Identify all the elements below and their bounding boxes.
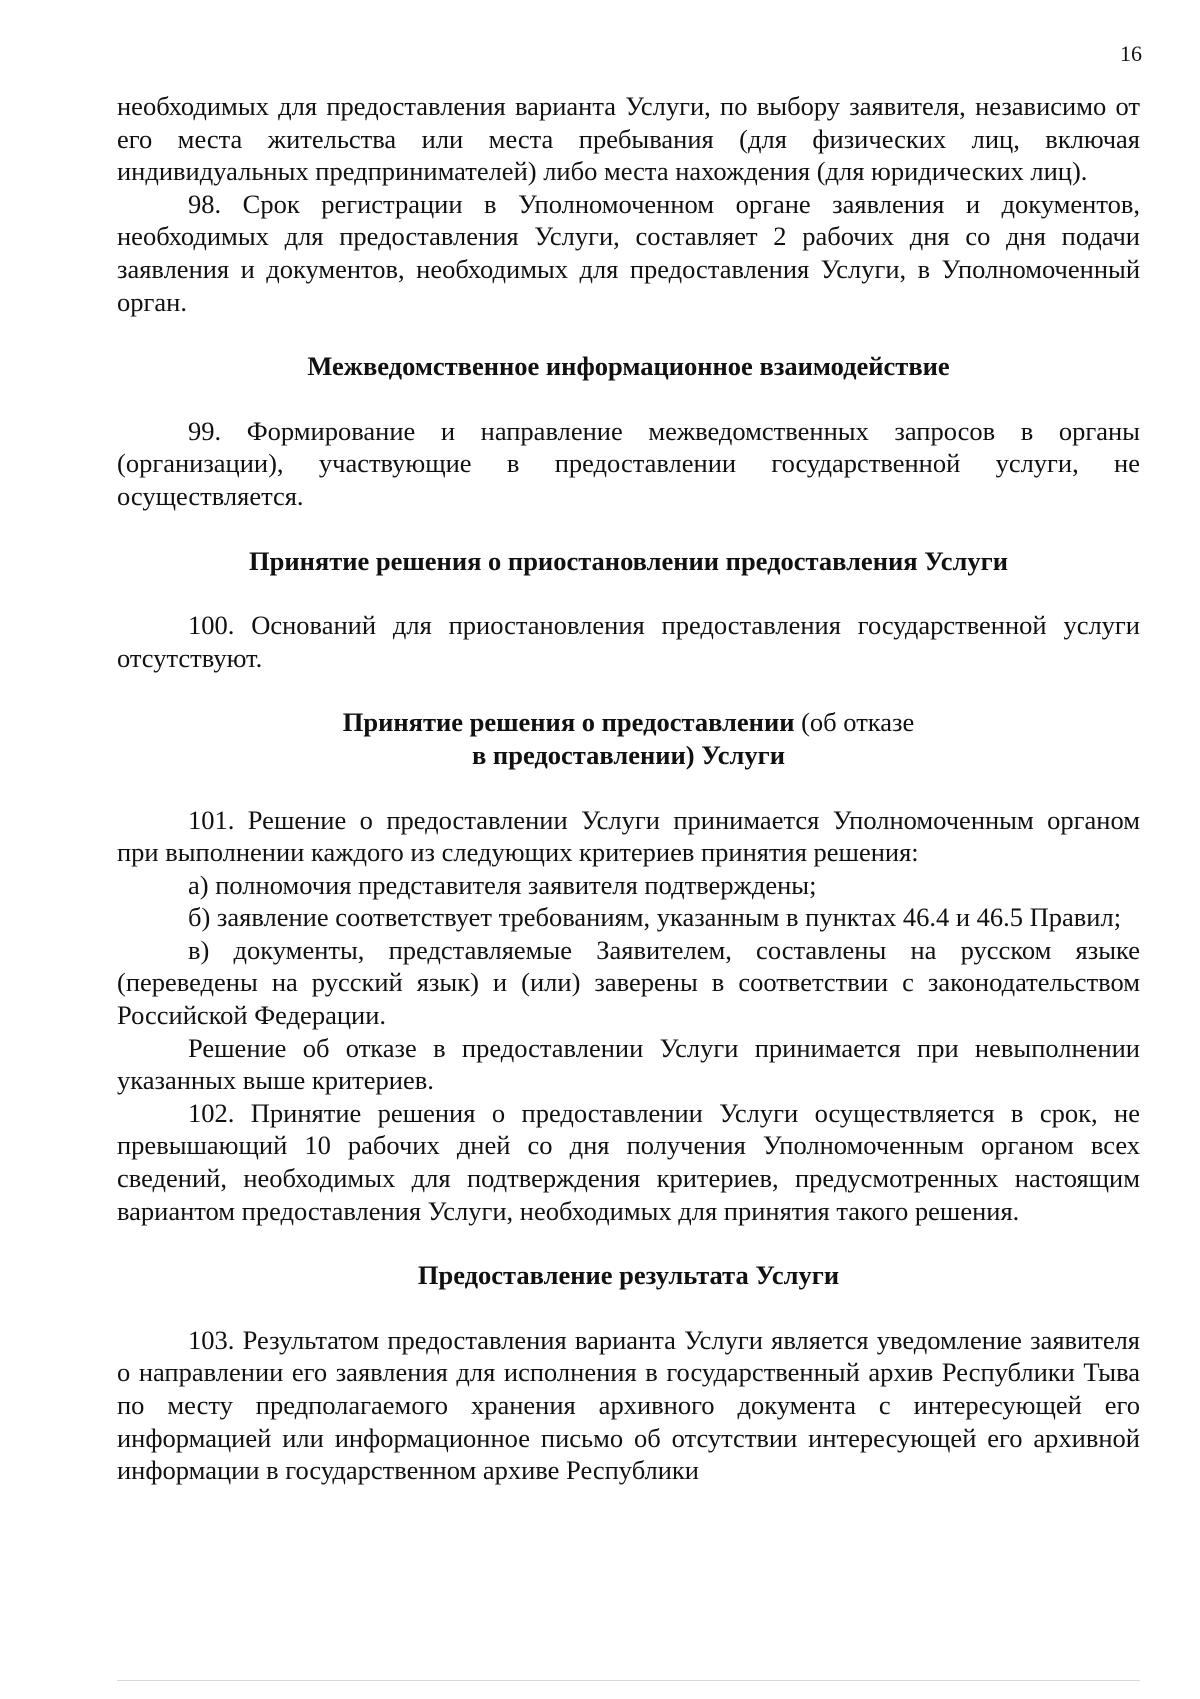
paragraph-100: 100. Оснований для приостановления предоставления государственной услуги отсутствуют.	[117, 610, 1140, 673]
paragraph-refusal: Решение об отказе в предоставлении Услуги принимается при невыполнении указанных выше критериев.	[117, 1032, 1140, 1096]
paragraph-101-b: б) заявление соответствует требованиям, указанным в пунктах 46.4 и 46.5 Правил;	[188, 902, 1122, 933]
heading-suspension-decision: Принятие решения о приостановлении предоставления Услуги	[249, 545, 1008, 576]
heading-provision-decision-line1-normal: (об отказе	[794, 707, 915, 738]
heading-interagency-interaction: Межведомственное информационное взаимодействие	[307, 351, 950, 382]
heading-provision-decision-line2: в предоставлении) Услуги	[472, 739, 785, 770]
paragraph-101-v: в) документы, представляемые Заявителем, составлены на русском языке (переведены на русский язык) и (или) заверены в соответствии с законодательством Российской Федерации.	[117, 934, 1140, 1031]
heading-provision-decision	[117, 706, 1140, 771]
page-number: 16	[1120, 41, 1142, 66]
heading-result-provision: Предоставление результата Услуги	[417, 1260, 840, 1291]
document-body	[117, 90, 1140, 1487]
paragraph-103: 103. Результатом предоставления варианта Услуги является уведомление заявителя о направлении его заявления для исполнения в государственный архив Республики Тыва по месту предполагаемого хранения архивного документа с интересующей его информацией или информационное письмо об отсутствии интересующей его архивной информации в государственном архиве Республики	[117, 1324, 1140, 1486]
paragraph-101-a: а) полномочия представителя заявителя подтверждены;	[188, 869, 817, 900]
heading-provision-decision-line1-bold: Принятие решения о предоставлении	[342, 707, 795, 738]
paragraph-continuation: необходимых для предоставления варианта Услуги, по выбору заявителя, независимо от его места жительства или места пребывания (для физических лиц, включая индивидуальных предпринимателей) либо места нахождения (для юридических лиц).	[117, 91, 1140, 187]
scan-edge-line	[117, 1680, 1140, 1681]
paragraph-98: 98. Срок регистрации в Уполномоченном органе заявления и документов, необходимых для предоставления Услуги, составляет 2 рабочих дня со дня подачи заявления и документов, необходимых для предоставления Услуги, в Уполномоченный орган.	[117, 188, 1140, 317]
paragraph-102: 102. Принятие решения о предоставлении Услуги осуществляется в срок, не превышающий 10 рабочих дней со дня получения Уполномоченным органом всех сведений, необходимых для подтверждения критериев, предусмотренных настоящим вариантом предоставления Услуги, необходимых для принятия такого решения.	[117, 1097, 1140, 1226]
paragraph-99: 99. Формирование и направление межведомственных запросов в органы (организации), участвующие в предоставлении государственной услуги, не осуществляется.	[117, 415, 1140, 511]
paragraph-101: 101. Решение о предоставлении Услуги принимается Уполномоченным органом при выполнении каждого из следующих критериев принятия решения:	[117, 804, 1140, 868]
